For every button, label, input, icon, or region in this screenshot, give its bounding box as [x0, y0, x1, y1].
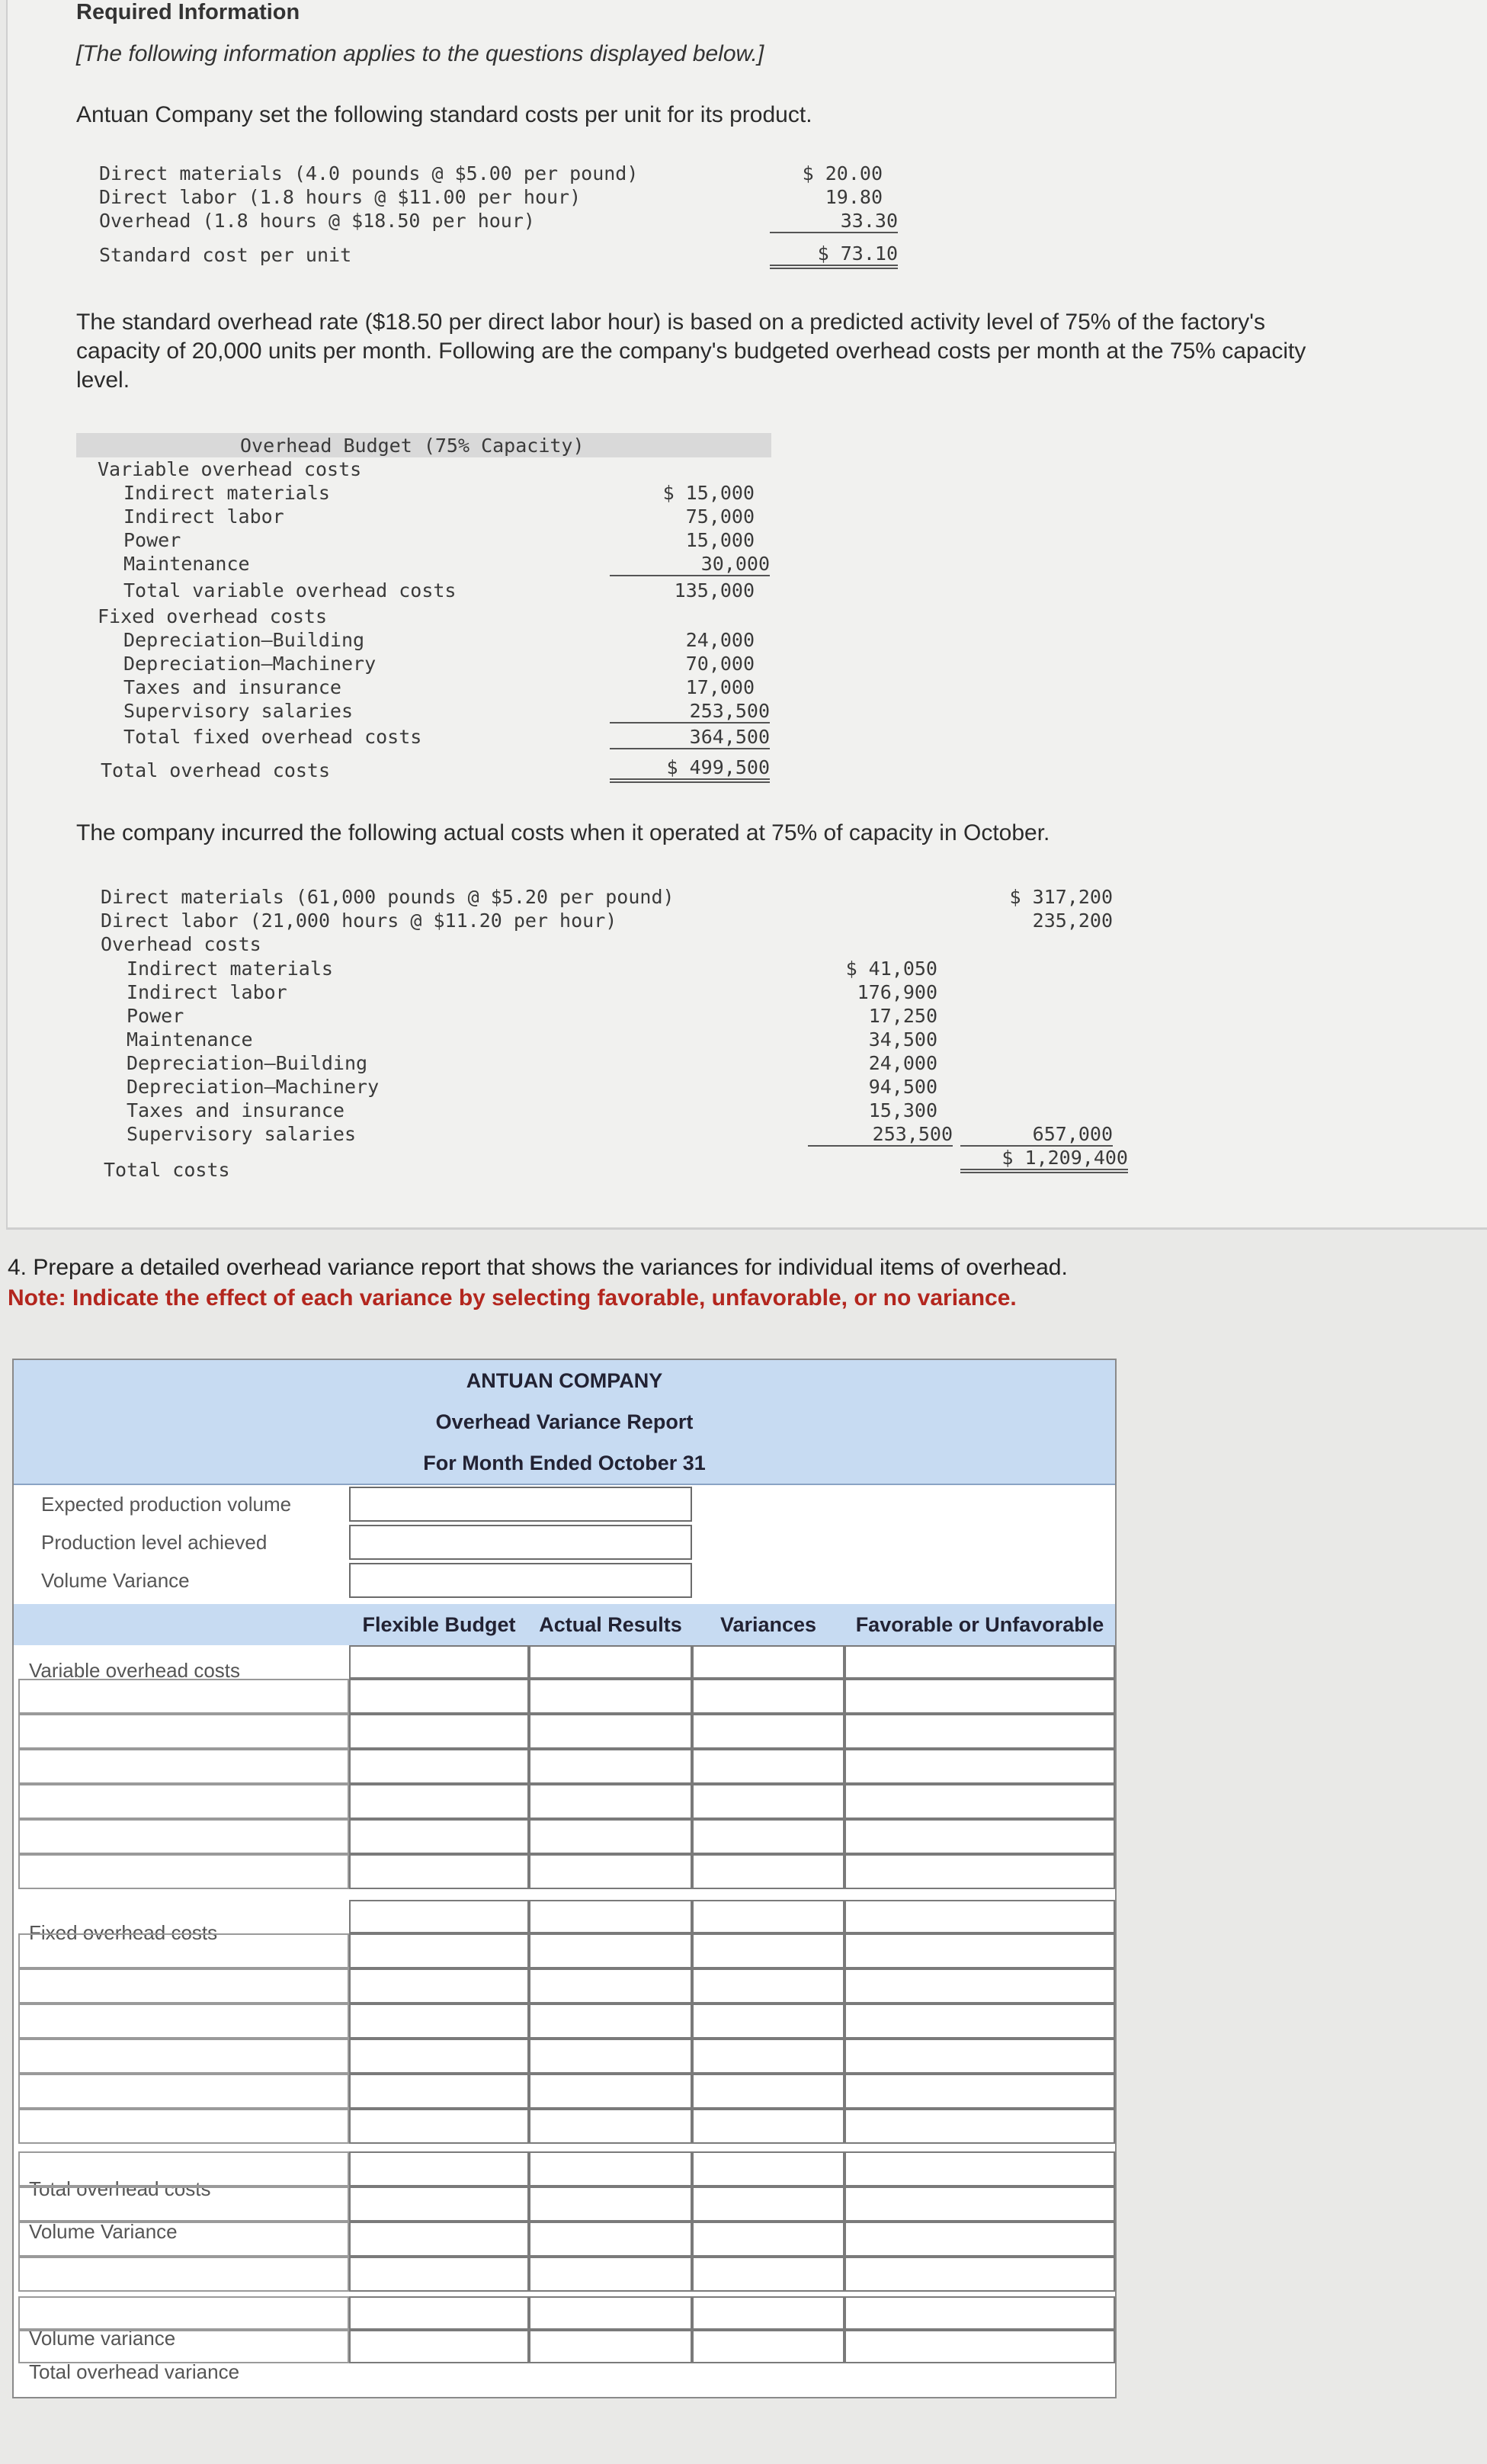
amount-input-cell[interactable] [349, 1749, 529, 1784]
required-info-heading: Required Information [76, 0, 300, 24]
actual-overhead-heading: Overhead costs [101, 933, 261, 955]
budget-item-value: 75,000 [685, 505, 755, 528]
favorable-select-cell[interactable] [844, 1819, 1115, 1854]
amount-input-cell[interactable] [529, 2151, 692, 2186]
favorable-select-cell[interactable] [844, 2330, 1115, 2363]
amount-input-cell[interactable] [349, 1933, 529, 1968]
std-cost-value: 33.30 [770, 210, 898, 233]
amount-input-cell[interactable] [349, 2039, 529, 2074]
row-label-cell[interactable] [18, 2109, 349, 2144]
actual-oh-label: Depreciation—Machinery [127, 1076, 380, 1098]
volume-variance-row-label: Volume variance [29, 2327, 176, 2350]
actual-oh-value: $ 41,050 [845, 958, 937, 980]
budget-item-label: Maintenance [123, 553, 250, 575]
amount-input-cell[interactable] [529, 1645, 692, 1679]
row-label-cell[interactable] [18, 1933, 349, 1968]
rate-paragraph-line: The standard overhead rate ($18.50 per direct labor hour) is based on a predicted activity level of 75% of the factory's [76, 310, 1265, 335]
budget-item-value: 17,000 [685, 676, 755, 698]
actual-oh-value: 24,000 [868, 1052, 937, 1074]
total-costs-value: $ 1,209,400 [960, 1147, 1128, 1173]
std-cost-label: Overhead (1.8 hours @ $18.50 per hour) [99, 210, 535, 232]
actual-oh-label: Maintenance [127, 1028, 253, 1051]
amount-input-cell[interactable] [349, 2222, 529, 2257]
amount-input-cell[interactable] [349, 1714, 529, 1749]
actual-oh-label: Power [127, 1005, 184, 1027]
achieved-volume-input[interactable] [349, 1525, 692, 1560]
budget-item-label: Taxes and insurance [123, 676, 341, 698]
company-sentence: Antuan Company set the following standard costs per unit for its product. [76, 102, 812, 127]
amount-input-cell[interactable] [529, 1900, 692, 1933]
volume-variance-label: Volume Variance [41, 1569, 190, 1592]
favorable-select-cell[interactable] [844, 1679, 1115, 1714]
row-label-cell[interactable] [18, 1679, 349, 1714]
row-label-cell[interactable] [18, 2330, 349, 2363]
amount-input-cell[interactable] [692, 2296, 844, 2330]
amount-input-cell[interactable] [529, 2004, 692, 2039]
amount-input-cell[interactable] [529, 1749, 692, 1784]
amount-input-cell[interactable] [692, 1645, 844, 1679]
budget-item-label: Depreciation—Machinery [123, 653, 377, 675]
row-label-cell[interactable] [18, 1854, 349, 1889]
amount-input-cell[interactable] [529, 1854, 692, 1889]
actual-sentence: The company incurred the following actual costs when it operated at 75% of capacity in October. [76, 820, 1050, 845]
fixed-total-value: 364,500 [610, 726, 770, 749]
favorable-select-cell[interactable] [844, 1968, 1115, 2004]
row-label-cell [18, 1900, 349, 1933]
amount-input-cell[interactable] [692, 1968, 844, 2004]
favorable-select-cell[interactable] [844, 1933, 1115, 1968]
expected-volume-input[interactable] [349, 1487, 692, 1522]
amount-input-cell[interactable] [349, 1645, 529, 1679]
row-label-cell[interactable] [18, 2186, 349, 2222]
actual-dl-label: Direct labor (21,000 hours @ $11.20 per hour) [101, 910, 617, 932]
actual-oh-label: Indirect labor [127, 981, 287, 1003]
budget-item-value: 15,000 [685, 529, 755, 551]
favorable-select-cell[interactable] [844, 1854, 1115, 1889]
total-costs-label: Total costs [104, 1159, 230, 1181]
overhead-variance-report [12, 1359, 1117, 2398]
favorable-select-cell[interactable] [844, 1900, 1115, 1933]
amount-input-cell[interactable] [349, 1854, 529, 1889]
amount-input-cell[interactable] [529, 2222, 692, 2257]
amount-input-cell[interactable] [529, 2330, 692, 2363]
row-label-cell[interactable] [18, 1714, 349, 1749]
budget-item-label: Supervisory salaries [123, 700, 354, 722]
std-cost-label: Standard cost per unit [99, 244, 352, 266]
report-period: For Month Ended October 31 [423, 1452, 706, 1474]
row-label-cell[interactable] [18, 2151, 349, 2186]
row-label-cell[interactable] [18, 2074, 349, 2109]
favorable-select-cell[interactable] [844, 2257, 1115, 2292]
row-label-cell[interactable] [18, 1784, 349, 1819]
amount-input-cell[interactable] [349, 2004, 529, 2039]
favorable-select-cell[interactable] [844, 1714, 1115, 1749]
favorable-select-cell[interactable] [844, 2151, 1115, 2186]
actual-oh-label: Indirect materials [127, 958, 333, 980]
favorable-select-cell[interactable] [844, 2004, 1115, 2039]
amount-input-cell[interactable] [692, 2039, 844, 2074]
report-title: Overhead Variance Report [435, 1410, 694, 1433]
amount-input-cell[interactable] [349, 1679, 529, 1714]
volume-variance-section-label: Volume Variance [29, 2220, 178, 2243]
budget-item-value: 70,000 [685, 653, 755, 675]
std-cost-value: 19.80 [825, 186, 883, 208]
amount-input-cell[interactable] [529, 1784, 692, 1819]
amount-input-cell[interactable] [529, 2257, 692, 2292]
fixed-heading: Fixed overhead costs [98, 605, 328, 627]
actual-oh-value: 94,500 [868, 1076, 937, 1098]
required-information-panel [6, 0, 1487, 1230]
amount-input-cell[interactable] [349, 2296, 529, 2330]
favorable-select-cell[interactable] [844, 2296, 1115, 2330]
std-cost-label: Direct materials (4.0 pounds @ $5.00 per pound) [99, 162, 639, 184]
achieved-volume-label: Production level achieved [41, 1531, 268, 1554]
intro-text: [The following information applies to the questions displayed below.] [76, 41, 764, 66]
variable-total-value: 135,000 [674, 579, 755, 602]
std-cost-total: $ 73.10 [770, 242, 898, 269]
favorable-select-cell[interactable] [844, 1645, 1115, 1679]
amount-input-cell[interactable] [692, 1900, 844, 1933]
variable-heading: Variable overhead costs [98, 458, 362, 480]
variable-section-label: Variable overhead costs [29, 1659, 241, 1682]
amount-input-cell[interactable] [692, 2004, 844, 2039]
variable-total-label: Total variable overhead costs [123, 579, 457, 602]
col-variances: Variances [719, 1613, 817, 1636]
amount-input-cell[interactable] [349, 2074, 529, 2109]
rate-paragraph-line: level. [76, 367, 130, 393]
row-label-cell[interactable] [18, 2257, 349, 2292]
actual-dm-label: Direct materials (61,000 pounds @ $5.20 per pound) [101, 886, 675, 908]
amount-input-cell[interactable] [349, 2151, 529, 2186]
amount-input-cell[interactable] [529, 1679, 692, 1714]
amount-input-cell[interactable] [349, 2257, 529, 2292]
amount-input-cell[interactable] [692, 2151, 844, 2186]
amount-input-cell[interactable] [692, 2109, 844, 2144]
amount-input-cell[interactable] [529, 1933, 692, 1968]
overhead-budget-title: Overhead Budget (75% Capacity) [240, 435, 585, 457]
amount-input-cell[interactable] [349, 1819, 529, 1854]
amount-input-cell[interactable] [529, 1968, 692, 2004]
col-favorable-unfavorable: Favorable or Unfavorable [855, 1613, 1104, 1636]
actual-oh-label: Depreciation—Building [127, 1052, 368, 1074]
amount-input-cell[interactable] [692, 2222, 844, 2257]
budget-item-label: Indirect materials [123, 482, 330, 504]
amount-input-cell[interactable] [692, 2257, 844, 2292]
favorable-select-cell[interactable] [844, 2039, 1115, 2074]
amount-input-cell[interactable] [692, 1679, 844, 1714]
actual-oh-value: 17,250 [868, 1005, 937, 1027]
favorable-select-cell[interactable] [844, 2186, 1115, 2222]
amount-input-cell[interactable] [349, 2186, 529, 2222]
amount-input-cell[interactable] [692, 1819, 844, 1854]
amount-input-cell[interactable] [529, 2109, 692, 2144]
row-label-cell[interactable] [18, 2004, 349, 2039]
report-company: ANTUAN COMPANY [466, 1369, 663, 1392]
amount-input-cell[interactable] [692, 1784, 844, 1819]
amount-input-cell[interactable] [692, 2186, 844, 2222]
row-label-cell [18, 1645, 349, 1679]
std-cost-value: $ 20.00 [802, 162, 883, 184]
amount-input-cell[interactable] [349, 1784, 529, 1819]
budget-item-value: $ 15,000 [662, 482, 755, 504]
amount-input-cell[interactable] [692, 2330, 844, 2363]
row-label-cell[interactable] [18, 1819, 349, 1854]
rate-paragraph-line: capacity of 20,000 units per month. Following are the company's budgeted overhead costs per month at the 75% capacity [76, 338, 1306, 364]
total-overhead-costs-label: Total overhead costs [29, 2177, 211, 2200]
fixed-section-label: Fixed overhead costs [29, 1921, 218, 1944]
budget-item-label: Power [123, 529, 181, 551]
actual-oh-value: 15,300 [868, 1099, 937, 1121]
total-overhead-label: Total overhead costs [101, 759, 331, 781]
fixed-total-label: Total fixed overhead costs [123, 726, 422, 748]
favorable-select-cell[interactable] [844, 1784, 1115, 1819]
actual-oh-value: 34,500 [868, 1028, 937, 1051]
budget-item-value: 30,000 [610, 553, 770, 576]
amount-input-cell[interactable] [692, 1854, 844, 1889]
amount-input-cell[interactable] [349, 2109, 529, 2144]
amount-input-cell[interactable] [529, 2186, 692, 2222]
amount-input-cell[interactable] [529, 1714, 692, 1749]
row-label-cell[interactable] [18, 2222, 349, 2257]
amount-input-cell[interactable] [349, 2330, 529, 2363]
favorable-select-cell[interactable] [844, 1749, 1115, 1784]
actual-oh-label: Taxes and insurance [127, 1099, 345, 1121]
row-label-cell[interactable] [18, 2039, 349, 2074]
expected-volume-label: Expected production volume [41, 1493, 292, 1516]
amount-input-cell[interactable] [349, 1968, 529, 2004]
total-overhead-variance-label: Total overhead variance [29, 2360, 240, 2383]
std-cost-label: Direct labor (1.8 hours @ $11.00 per hour) [99, 186, 582, 208]
amount-input-cell[interactable] [349, 1900, 529, 1933]
amount-input-cell[interactable] [692, 2074, 844, 2109]
volume-variance-input[interactable] [349, 1563, 692, 1598]
row-label-cell[interactable] [18, 1749, 349, 1784]
favorable-select-cell[interactable] [844, 2222, 1115, 2257]
col-flexible-budget: Flexible Budget [362, 1613, 516, 1636]
amount-input-cell[interactable] [529, 2296, 692, 2330]
amount-input-cell[interactable] [692, 1714, 844, 1749]
budget-item-value: 253,500 [610, 700, 770, 723]
budget-item-label: Depreciation—Building [123, 629, 365, 651]
total-overhead-value: $ 499,500 [610, 756, 770, 783]
actual-dl-value: 235,200 [1032, 910, 1113, 932]
actual-oh-label: Supervisory salaries [127, 1123, 357, 1145]
amount-input-cell[interactable] [529, 2039, 692, 2074]
actual-oh-value: 253,500 [808, 1123, 953, 1147]
actual-dm-value: $ 317,200 [1009, 886, 1113, 908]
row-label-cell[interactable] [18, 1968, 349, 2004]
amount-input-cell[interactable] [692, 1749, 844, 1784]
col-actual-results: Actual Results [539, 1613, 682, 1636]
budget-item-label: Indirect labor [123, 505, 284, 528]
question-note: Note: Indicate the effect of each variance by selecting favorable, unfavorable, or no variance. [8, 1285, 1017, 1311]
budget-item-value: 24,000 [685, 629, 755, 651]
favorable-select-cell[interactable] [844, 2109, 1115, 2144]
favorable-select-cell[interactable] [844, 2074, 1115, 2109]
actual-overhead-total: 657,000 [960, 1123, 1113, 1147]
row-label-cell[interactable] [18, 2296, 349, 2330]
question-text: 4. Prepare a detailed overhead variance report that shows the variances for individual items of overhead. [8, 1255, 1068, 1280]
amount-input-cell[interactable] [692, 1933, 844, 1968]
amount-input-cell[interactable] [529, 2074, 692, 2109]
actual-oh-value: 176,900 [857, 981, 937, 1003]
amount-input-cell[interactable] [529, 1819, 692, 1854]
